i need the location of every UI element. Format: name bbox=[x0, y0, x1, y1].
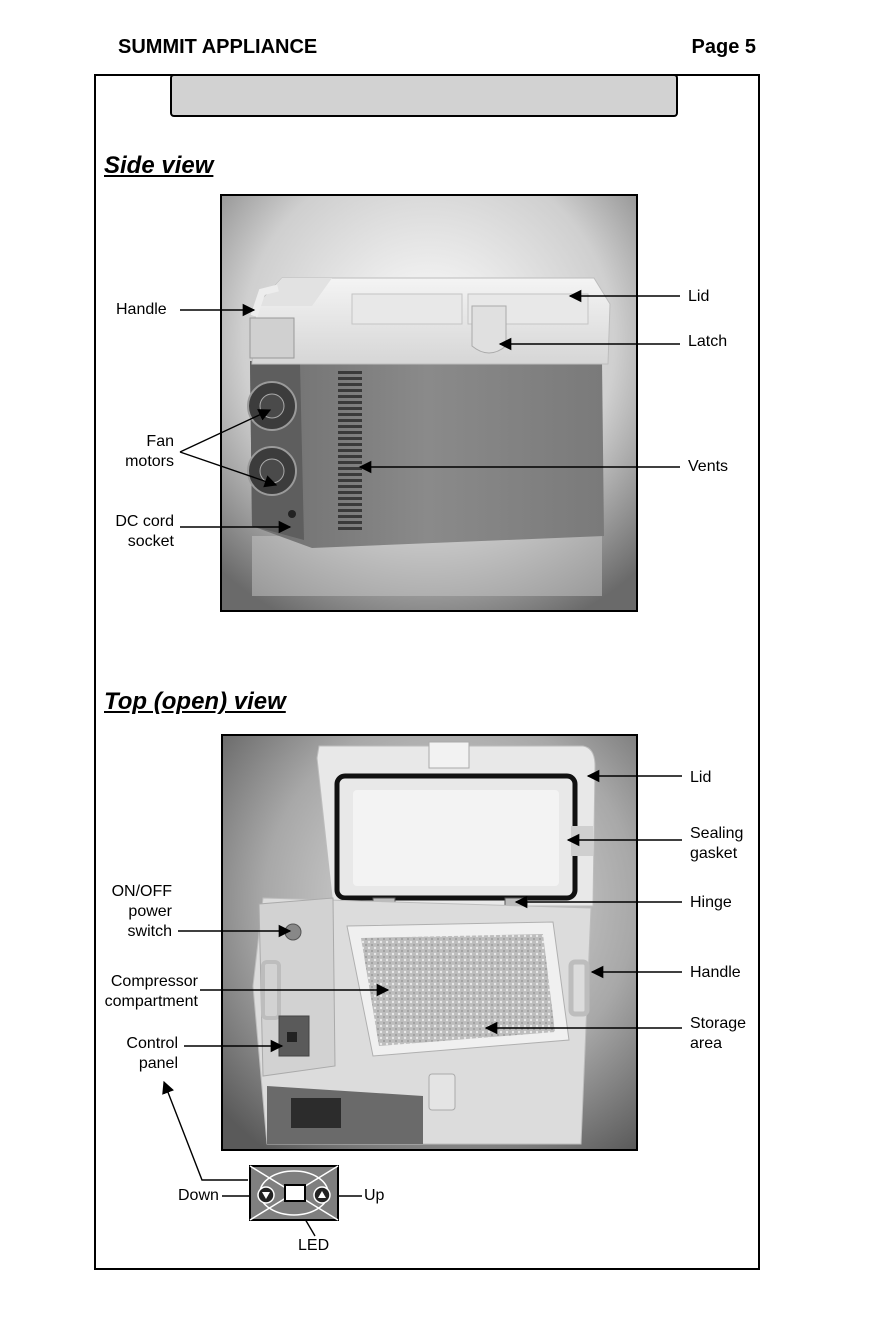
power-switch-icon bbox=[285, 924, 301, 940]
latch-icon bbox=[429, 1074, 455, 1110]
top-view-illustration bbox=[223, 736, 636, 1149]
label-dc-cord-socket bbox=[96, 512, 174, 552]
label-vents: Vents bbox=[688, 458, 729, 475]
label-onoff-line3: switch bbox=[127, 923, 172, 940]
label-onoff-line1: ON/OFF bbox=[111, 883, 172, 900]
label-storage-line2: area bbox=[690, 1035, 723, 1052]
label-fan-line1: Fan bbox=[146, 433, 174, 450]
label-seal-line1: Sealing bbox=[690, 825, 744, 842]
top-view-photo bbox=[221, 734, 638, 1151]
label-storage-line1: Storage bbox=[690, 1015, 747, 1032]
label-control-panel bbox=[100, 1034, 178, 1074]
label-latch: Latch bbox=[688, 333, 728, 350]
section-banner bbox=[170, 74, 678, 117]
label-compressor-compartment bbox=[96, 972, 198, 1012]
side-view-illustration bbox=[222, 196, 636, 610]
label-up: Up bbox=[364, 1187, 385, 1204]
label-dc-line2: socket bbox=[127, 533, 174, 550]
label-ctrl-line1: Control bbox=[126, 1035, 178, 1052]
label-down: Down bbox=[178, 1187, 219, 1204]
label-dc-line1: DC cord bbox=[115, 513, 174, 530]
label-seal-line2: gasket bbox=[690, 845, 738, 862]
label-sealing-gasket bbox=[690, 824, 743, 864]
label-lid-side: Lid bbox=[688, 288, 710, 305]
label-hinge: Hinge bbox=[690, 894, 732, 911]
label-comp-line2: compartment bbox=[104, 993, 198, 1010]
label-led: LED bbox=[298, 1237, 330, 1254]
label-fan-motors bbox=[100, 432, 174, 472]
label-ctrl-line2: panel bbox=[138, 1055, 178, 1072]
label-handle-side: Handle bbox=[116, 301, 167, 318]
storage-area bbox=[361, 934, 555, 1046]
dc-socket-icon bbox=[288, 510, 296, 518]
side-view-title: Side view bbox=[104, 152, 214, 179]
document-brand: SUMMIT APPLIANCE bbox=[118, 36, 318, 58]
label-lid-top: Lid bbox=[690, 769, 712, 786]
label-comp-line1: Compressor bbox=[110, 973, 198, 990]
side-view-photo bbox=[220, 194, 638, 612]
page-number: Page 5 bbox=[691, 36, 756, 58]
latch-icon bbox=[472, 306, 506, 353]
label-onoff-line2: power bbox=[128, 903, 172, 920]
label-handle-top: Handle bbox=[690, 964, 741, 981]
label-power-switch bbox=[96, 882, 172, 942]
label-storage-area bbox=[690, 1014, 746, 1054]
top-view-title: Top (open) view bbox=[104, 688, 286, 715]
label-fan-line2: motors bbox=[125, 453, 174, 470]
